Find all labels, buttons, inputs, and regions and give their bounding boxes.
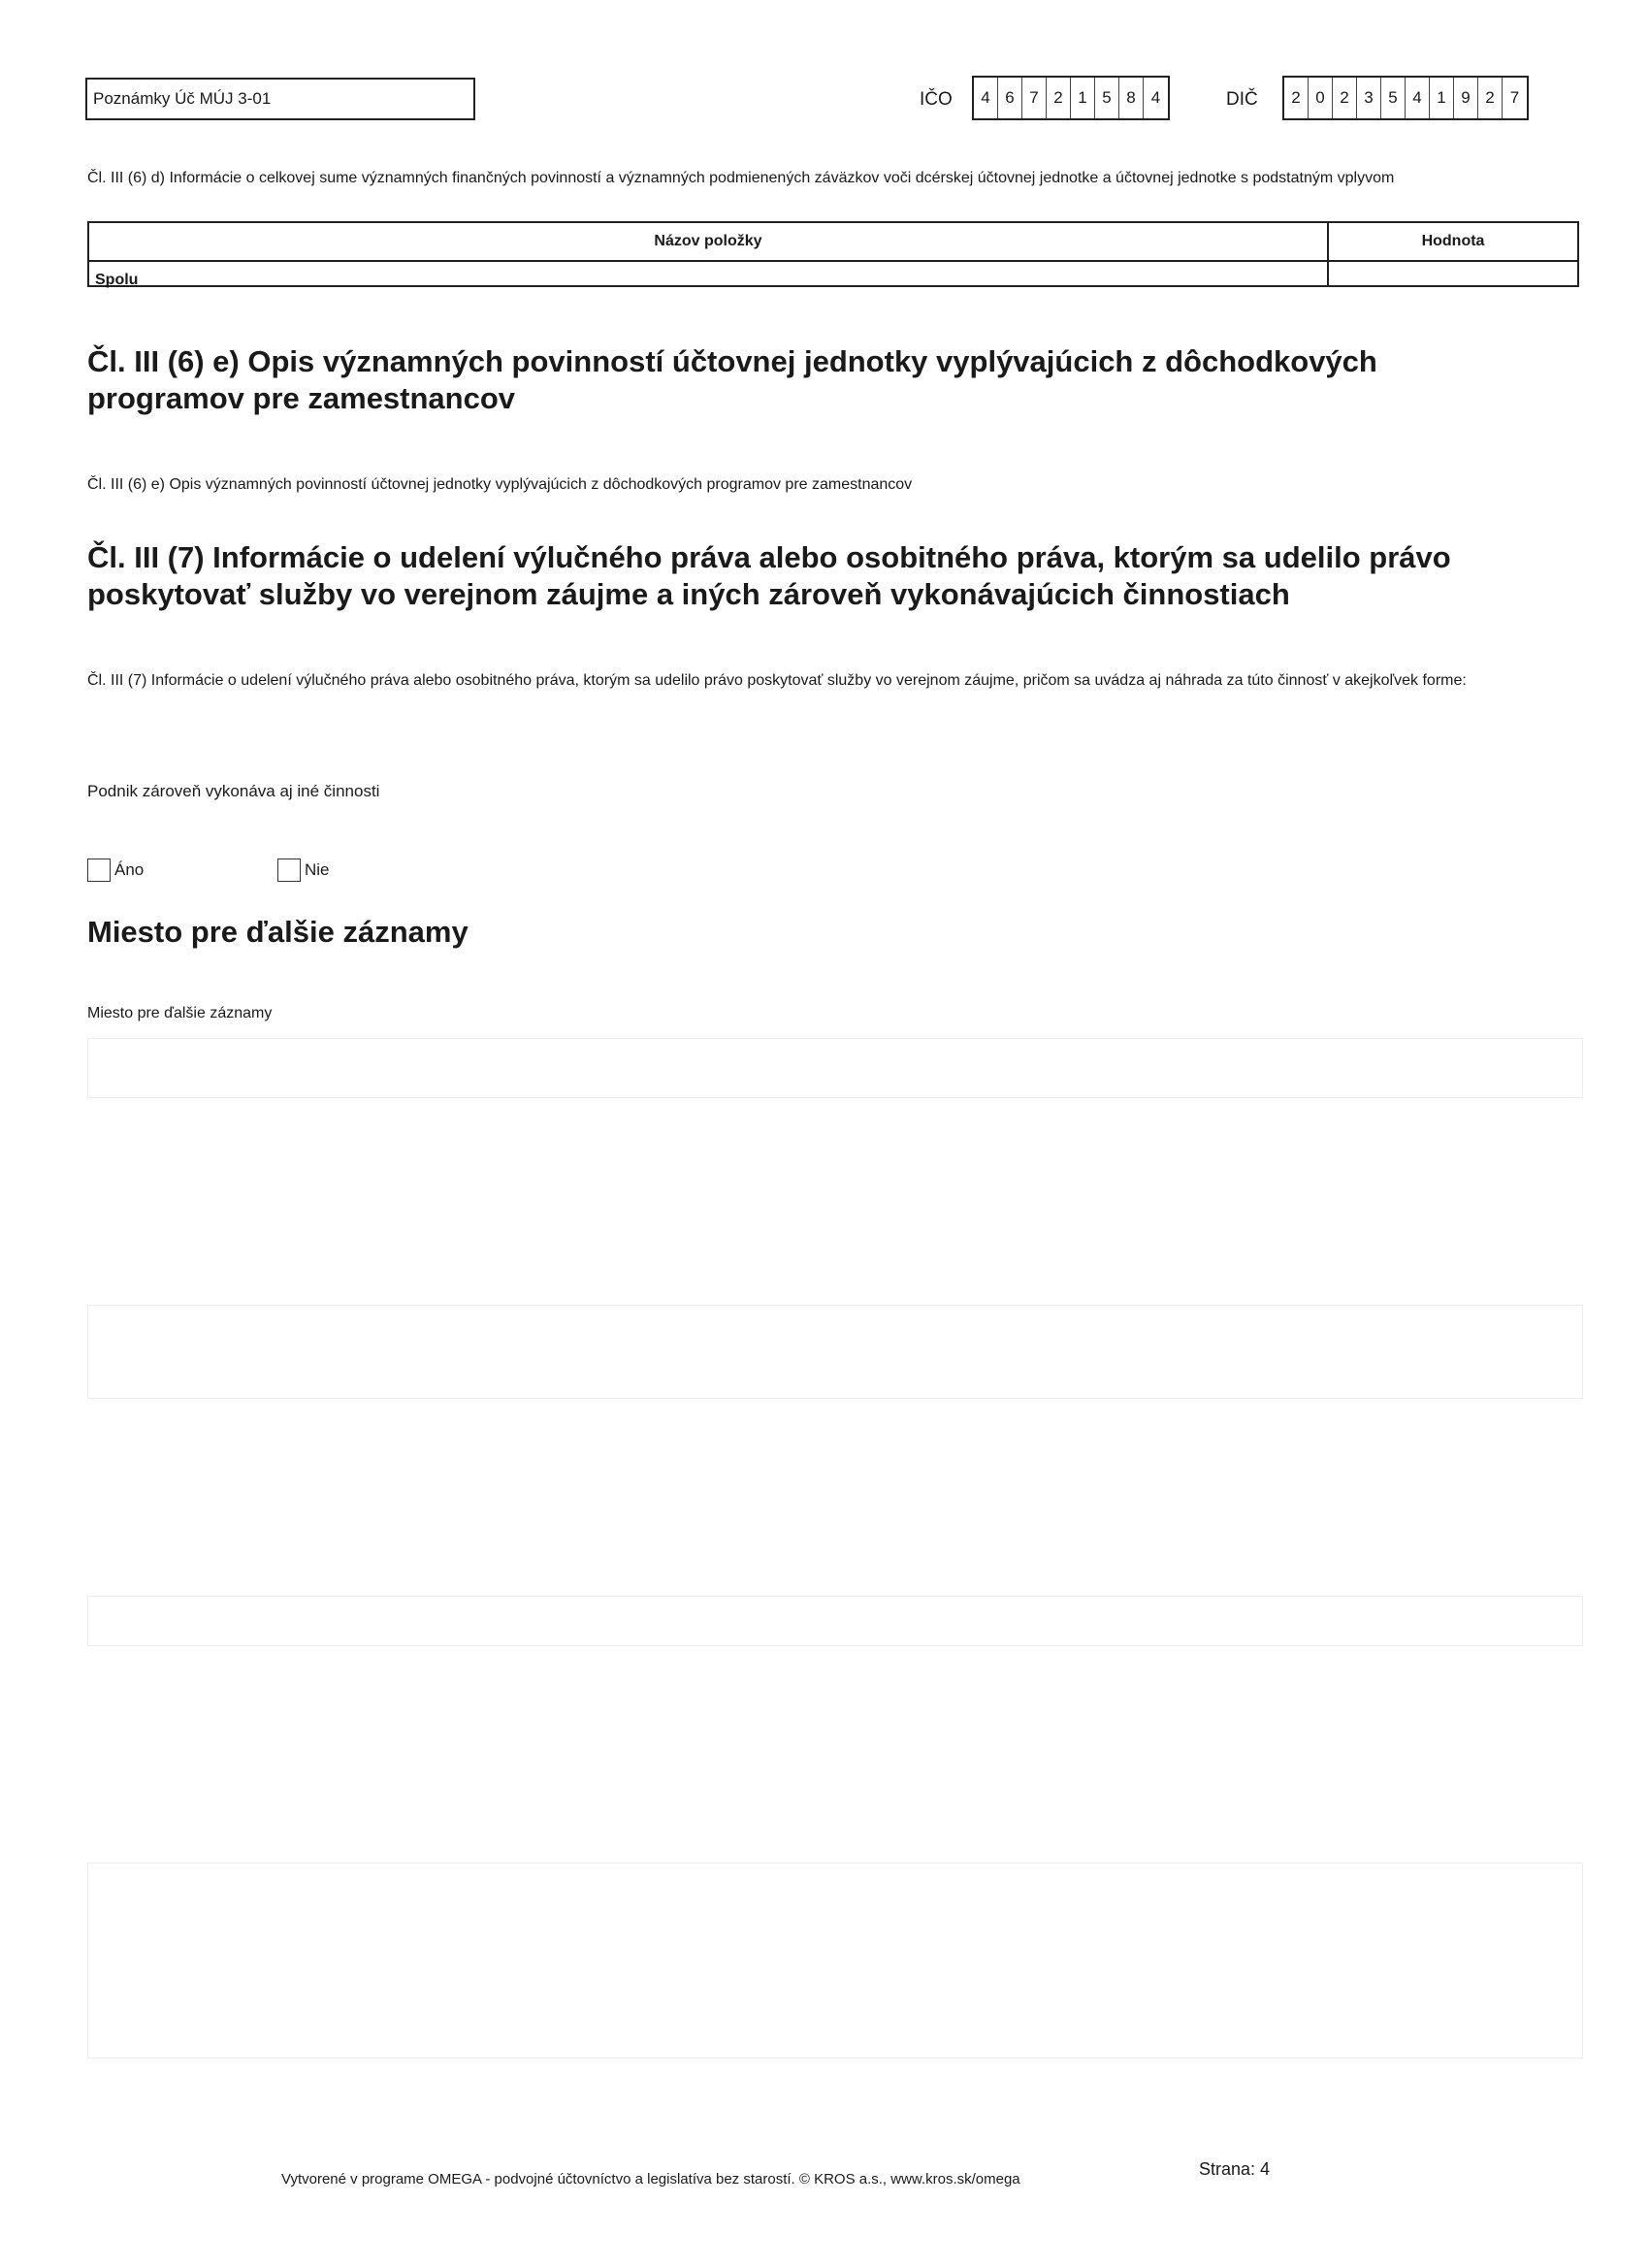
ico-label: IČO [920, 89, 953, 110]
dic-digit: 5 [1381, 78, 1406, 118]
show-through-box [87, 1596, 1583, 1646]
footer-credit: Vytvorené v programe OMEGA - podvojné účtovníctvo a legislatíva bez starostí. © KROS a.s., www.kros.sk/omega [281, 2171, 1020, 2187]
ico-digit: 5 [1095, 78, 1119, 118]
table-row [89, 262, 1577, 288]
show-through-box [87, 1863, 1583, 2058]
form-name-box [85, 78, 475, 120]
show-through-box [87, 1038, 1583, 1098]
dic-digit: 3 [1357, 78, 1381, 118]
table-header-row [89, 223, 1577, 262]
dic-digit: 4 [1406, 78, 1430, 118]
ico-digit: 7 [1022, 78, 1047, 118]
dic-digit: 2 [1478, 78, 1503, 118]
show-through-box [87, 1305, 1583, 1399]
notes-title: Miesto pre ďalšie záznamy [87, 915, 469, 949]
other-activities-label: Podnik zároveň vykonáva aj iné činnosti [87, 782, 380, 800]
ico-digit: 4 [974, 78, 998, 118]
ico-digit: 8 [1119, 78, 1144, 118]
no-option[interactable] [277, 859, 330, 882]
section-6e-title: Čl. III (6) e) Opis významných povinností účtovnej jednotky vyplývajúcich z dôchodkových programov pre zamestnancov [87, 344, 1377, 415]
section-6e-text: Čl. III (6) e) Opis významných povinností účtovnej jednotky vyplývajúcich z dôchodkových programov pre zamestnancov [87, 476, 913, 493]
ico-digit: 1 [1071, 78, 1095, 118]
ico-digit: 6 [998, 78, 1022, 118]
no-label: Nie [305, 860, 330, 879]
form-name: Poznámky Úč MÚJ 3-01 [93, 89, 272, 108]
yes-option[interactable] [87, 859, 144, 882]
dic-digit: 7 [1509, 88, 1520, 107]
notes-label: Miesto pre ďalšie záznamy [87, 1005, 273, 1021]
dic-digit: 2 [1333, 78, 1357, 118]
column-header-value: Hodnota [1421, 233, 1485, 249]
section-7-title: Čl. III (7) Informácie o udelení výlučného práva alebo osobitného práva, ktorým sa udelilo právo poskytovať služby vo verejnom záujme a iných zároveň vykonávajúcich činnostiach [87, 540, 1451, 611]
yes-label: Áno [114, 860, 145, 879]
dic-digit: 2 [1284, 78, 1309, 118]
column-header-name: Názov položky [89, 223, 1329, 260]
dic-digit: 0 [1309, 78, 1333, 118]
section-7-text: Čl. III (7) Informácie o udelení výlučného práva alebo osobitného práva, ktorým sa udelilo právo poskytovať služby vo verejnom záujme, pričom sa uvádza aj náhrada za túto činnosť v akejkoľvek forme: [87, 672, 1467, 689]
total-value[interactable] [1329, 262, 1577, 285]
ico-digit: 2 [1047, 78, 1071, 118]
total-label: Spolu [89, 262, 1329, 285]
page-number: Strana: 4 [1199, 2159, 1271, 2179]
dic-label: DIČ [1226, 89, 1258, 110]
no-checkbox[interactable] [277, 859, 301, 882]
dic-digit: 9 [1454, 78, 1478, 118]
dic-field [1282, 76, 1529, 120]
yes-checkbox[interactable] [87, 859, 111, 882]
section-6d-table [87, 221, 1579, 287]
dic-digit: 1 [1430, 78, 1454, 118]
section-6d-intro: Čl. III (6) d) Informácie o celkovej sume významných finančných povinností a významných podmienených záväzkov voči dcérskej účtovnej jednotke a účtovnej jednotke s podstatným vplyvom [87, 170, 1395, 186]
ico-field [972, 76, 1170, 120]
ico-digit: 4 [1150, 88, 1161, 107]
